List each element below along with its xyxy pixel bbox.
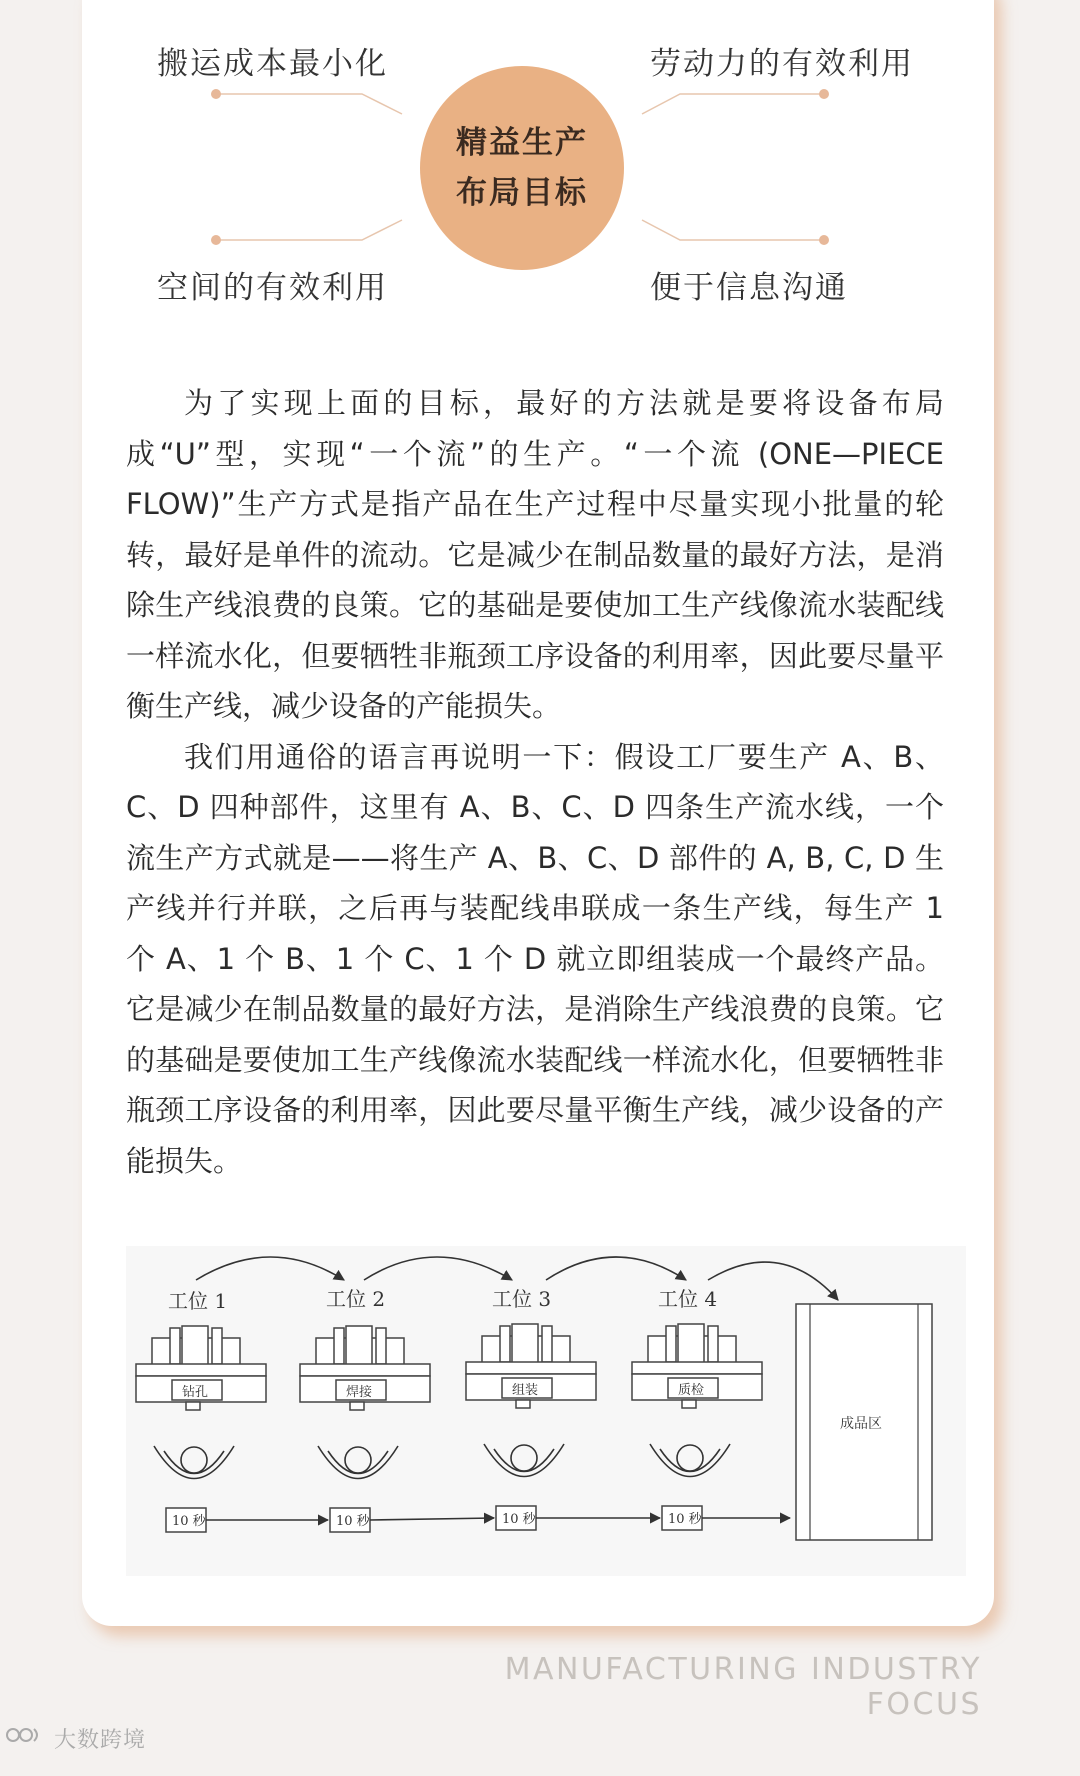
- station-1-machine: 钻孔: [182, 1385, 209, 1400]
- paragraph-2: 我们用通俗的语言再说明一下：假设工厂要生产 A、B、C、D 四种部件，这里有 A、B、C、D 四条生产流水线，一个流生产方式就是——将生产 A、B、C、D 部件的 A, B, C, D 生产线并行并联，之后再与装配线串联成一条生产线，每生产 1 个 A、1 个 B、1 个 C、1 个 D 就立即组装成一个最终产品。它是减少在制品数量的最好方法，是消除生产线浪费的良策。它的基础是要使加工生产线像流水装配线一样流水化，但要牺牲非瓶颈工序设备的利用率，因此要尽量平衡生产线，减少设备的产能损失。: [126, 739, 944, 1178]
- paragraph-1: 为了实现上面的目标，最好的方法就是要将设备布局成“U”型，实现“一个流”的生产。“一个流 (ONE—PIECE FLOW)”生产方式是指产品在生产过程中尽量实现小批量的轮转，最好是单件的流动。它是减少在制品数量的最好方法，是消除生产线浪费的良策。它的基础是要使加工生产线像流水装配线一样流水化，但要牺牲非瓶颈工序设备的利用率，因此要尽量平衡生产线，减少设备的产能损失。: [126, 386, 944, 723]
- goal-bottom-right: 便于信息沟通: [650, 270, 848, 306]
- station-4-machine: 质检: [678, 1383, 705, 1398]
- goal-bottom-left: 空间的有效利用: [157, 270, 388, 306]
- watermark-logo-icon: [4, 1723, 42, 1753]
- station-1-title: 工位 1: [168, 1289, 228, 1313]
- station-1-time: 10 秒: [172, 1514, 206, 1529]
- station-4-title: 工位 4: [658, 1287, 718, 1311]
- workstation-flow-diagram: [126, 1246, 966, 1576]
- station-2-title: 工位 2: [326, 1287, 386, 1311]
- goal-top-left: 搬运成本最小化: [157, 46, 388, 82]
- goal-top-right: 劳动力的有效利用: [650, 46, 914, 82]
- watermark: [4, 1723, 146, 1754]
- footer-tagline: MANUFACTURING INDUSTRY FOCUS: [504, 1652, 982, 1722]
- station-3-title: 工位 3: [492, 1287, 552, 1311]
- station-4-time: 10 秒: [668, 1512, 702, 1527]
- article-body: [126, 378, 944, 1186]
- station-2-machine: 焊接: [346, 1385, 373, 1400]
- finished-goods-area: [796, 1304, 932, 1540]
- station-2-time: 10 秒: [336, 1514, 370, 1529]
- station-3-time: 10 秒: [502, 1512, 536, 1527]
- goal-center-line-2: 布局目标: [456, 175, 588, 211]
- finished-goods-label: 成品区: [840, 1416, 882, 1432]
- goal-center-circle: [420, 66, 624, 270]
- goal-center-line-1: 精益生产: [456, 125, 588, 161]
- watermark-text: 大数跨境: [54, 1728, 147, 1753]
- station-3-machine: 组装: [512, 1383, 539, 1398]
